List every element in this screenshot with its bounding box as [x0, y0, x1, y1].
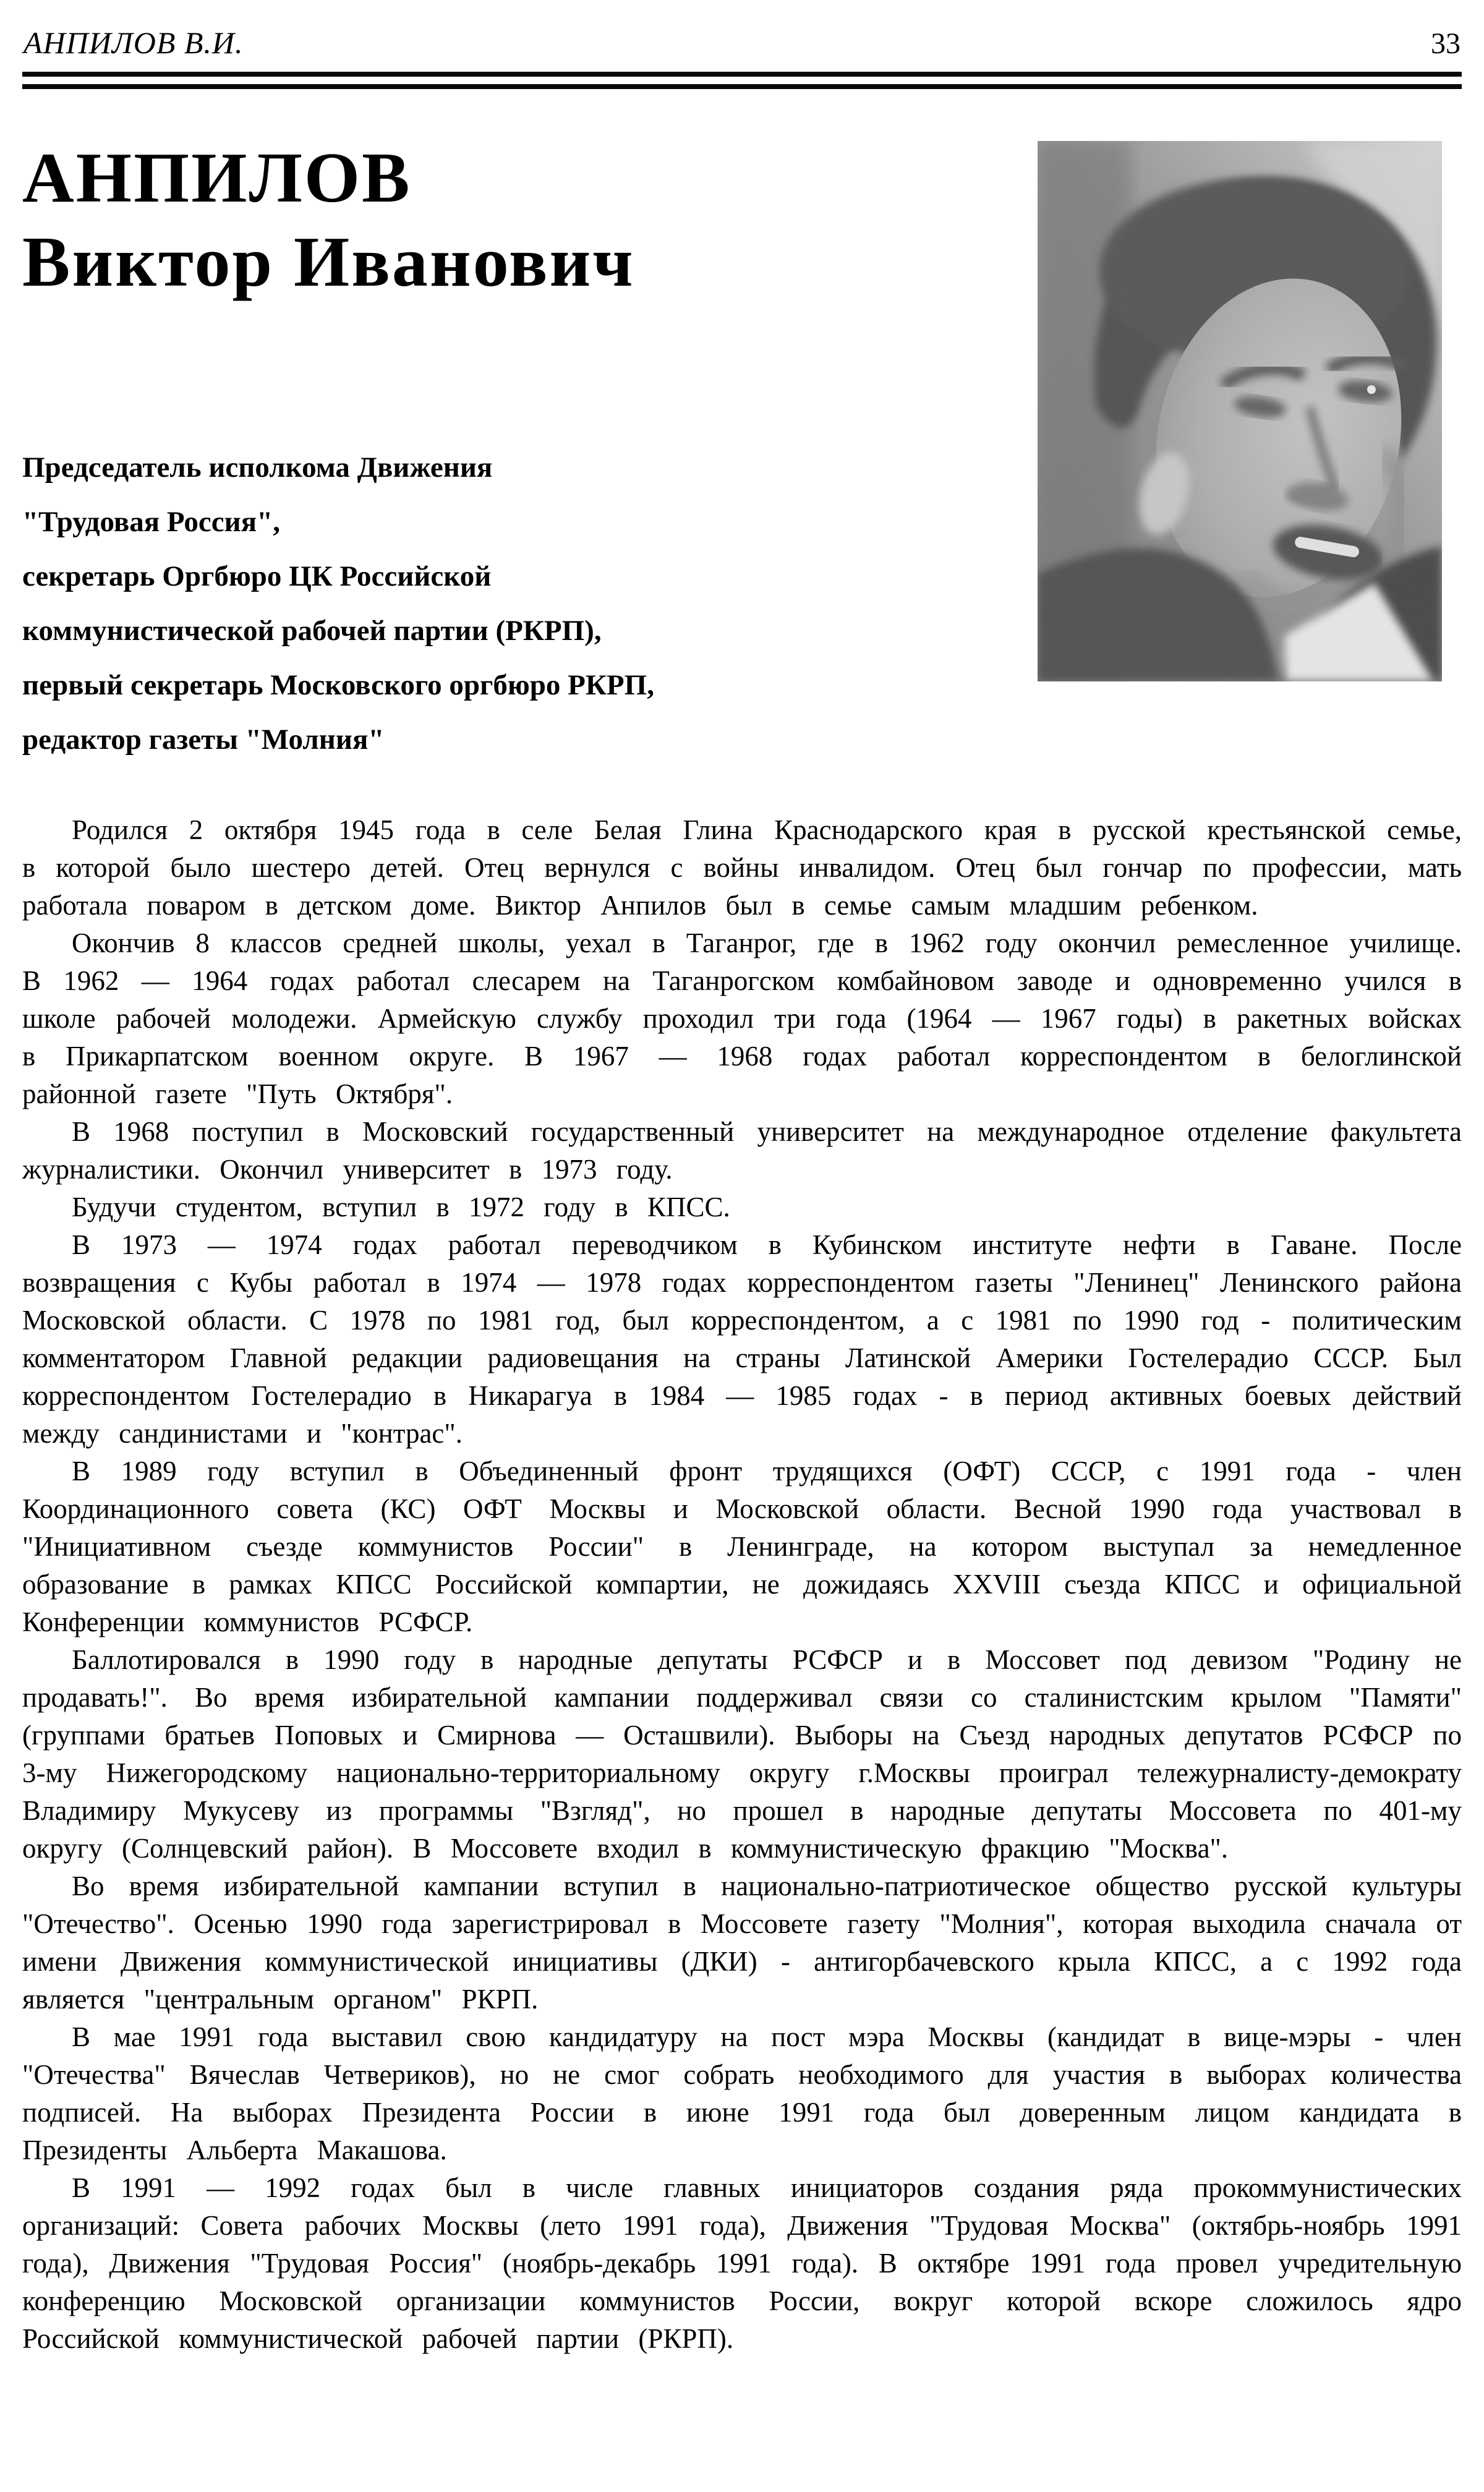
- paragraph: В 1968 поступил в Московский государственный университет на международное отделение факультета журналистики. Окончил университет в 1973 году.: [22, 1116, 1462, 1185]
- position-line: "Трудовая Россия",: [22, 506, 280, 538]
- paragraph: В 1973 — 1974 годах работал переводчиком в Кубинском институте нефти в Гаване. После возвращения с Кубы работал в 1974 — 1978 годах корреспондентом газеты "Ленинец" Ленинского района Московской области. С 1978 по 1981 год, был корреспондентом, а с 1981 по 1990 год - политическим комментатором Главной редакции радиовещания на страны Латинской Америки Гостелерадио СССР. Был корреспондентом Гостелерадио в Никарагуа в 1984 — 1985 годах - в период активных боевых действий между сандинистами и "контрас".: [22, 1229, 1462, 1449]
- paragraph: Родился 2 октября 1945 года в селе Белая Глина Краснодарского края в русской крестьянской семье, в которой было шестеро детей. Отец вернулся с войны инвалидом. Отец был гончар по профессии, мать работала поваром в детском доме. Виктор Анпилов был в семье самым младшим ребенком.: [22, 814, 1462, 921]
- entry-title-surname: АНПИЛОВ: [22, 139, 412, 218]
- paragraph: В мае 1991 года выставил свою кандидатуру на пост мэра Москвы (кандидат в вице-мэры - член "Отечества" Вячеслав Четвериков), но не смог собрать необходимого для участия в выборах количества подписей. На выборах Президента России в июне 1991 года был доверенным лицом кандидата в Президенты Альберта Макашова.: [22, 2021, 1462, 2166]
- entry-title-given-names: Виктор Иванович: [22, 223, 635, 302]
- biography-text: [22, 811, 1462, 2358]
- position-line: коммунистической рабочей партии (РКРП),: [22, 615, 602, 647]
- paragraph: Окончив 8 классов средней школы, уехал в Таганрог, где в 1962 году окончил ремесленное училище. В 1962 — 1964 годах работал слесарем на Таганрогском комбайновом заводе и одновременно учился в школе рабочей молодежи. Армейскую службу проходил три года (1964 — 1967 годы) в ракетных войсках в Прикарпатском военном округе. В 1967 — 1968 годах работал корреспондентом в белоглинской районной газете "Путь Октября".: [22, 928, 1462, 1109]
- entry-title: [22, 136, 635, 304]
- position-line: редактор газеты "Молния": [22, 723, 385, 756]
- paragraph: Во время избирательной кампании вступил в национально-патриотическое общество русской культуры "Отечество". Осенью 1990 года зарегистрировал в Моссовете газету "Молния", которая выходила сначала от имени Движения коммунистической инициативы (ДКИ) - антигорбачевского крыла КПСС, а с 1992 года является "центральным органом" РКРП.: [22, 1871, 1462, 2015]
- paragraph: В 1989 году вступил в Объединенный фронт трудящихся (ОФТ) СССР, с 1991 года - член Координационного совета (КС) ОФТ Москвы и Московской области. Весной 1990 года участвовал в "Инициативном съезде коммунистов России" в Ленинграде, на котором выступал за немедленное образование в рамках КПСС Российской компартии, не дожидаясь XXVIII съезда КПСС и официальной Конференции коммунистов РСФСР.: [22, 1456, 1462, 1637]
- running-header: [23, 25, 1461, 61]
- paragraph: Будучи студентом, вступил в 1972 году в КПСС.: [72, 1192, 730, 1223]
- position-line: секретарь Оргбюро ЦК Российской: [22, 560, 492, 592]
- position-lines: [22, 440, 987, 767]
- paragraph: В 1991 — 1992 годах был в числе главных инициаторов создания ряда прокоммунистических организаций: Совета рабочих Москвы (лето 1991 года), Движения "Трудовая Москва" (октябрь-ноябрь 1991 года), Движения "Трудовая Россия" (ноябрь-декабрь 1991 года). В октябре 1991 года провел учредительную конференцию Московской организации коммунистов России, вокруг которой вскоре сложилось ядро Российской коммунистической рабочей партии (РКРП).: [22, 2172, 1462, 2354]
- running-header-title: АНПИЛОВ В.И.: [23, 25, 244, 60]
- paragraph: Баллотировался в 1990 году в народные депутаты РСФСР и в Моссовет под девизом "Родину не продавать!". Во время избирательной кампании поддерживал связи со сталинистским крылом "Памяти" (группами братьев Поповых и Смирнова — Осташвили). Выборы на Съезд народных депутатов РСФСР по 3-му Нижегородскому национально-территориальному округу г.Москвы проиграл тележурналисту-демократу Владимиру Мукусеву из программы "Взгляд", но прошел в народные депутаты Моссовета по 401-му округу (Солнцевский район). В Моссовете входил в коммунистическую фракцию "Москва".: [22, 1644, 1462, 1864]
- page-number: 33: [1431, 27, 1461, 60]
- header-rule-bottom: [22, 84, 1462, 89]
- position-line: первый секретарь Московского оргбюро РКРП,: [22, 669, 654, 701]
- portrait-photo: [1038, 141, 1442, 681]
- header-rule-top: [22, 72, 1462, 77]
- position-line: Председатель исполкома Движения: [22, 451, 493, 484]
